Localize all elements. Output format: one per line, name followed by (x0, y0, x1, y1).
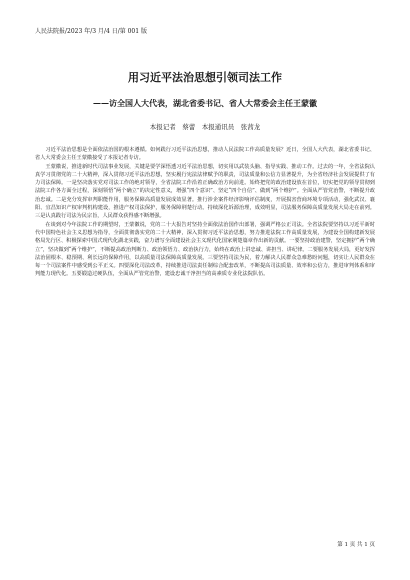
page-number: 第 1 页 共 1 页 (337, 542, 375, 548)
article-body (35, 146, 375, 279)
article-paragraph: 在谈到对今年法院工作的期望时，王蒙徽说，党的二十大报告对坚持全面依法治国作出部署，强调严格公正司法。全省法院要坚持以习近平新时代中国特色社会主义思想为指导，全面贯彻落实党的二十大精神，深入贯彻习近平法治思想，努力推进法院工作高质量发展，为建设全国构建新发展格局先行区、积极探索中国式现代化湖北实践，奋力谱写全面建设社会主义现代化国家荆楚篇章作出新的贡献。一要坚持政治建警，坚定拥护“两个确立”，坚决做到“两个维护”，不断提高政治判断力、政治领悟力、政治执行力，始终在政治上讲忠诚、讲担当、讲纪律。二要服务发展大局，更好发挥法治固根本、稳预期、利长远的保障作用，以高质量司法保障高质量发展。三要坚持司法为民，着力解决人民群众急难愁盼问题，切实让人民群众在每一个司法案件中感受到公平正义。四要深化司法改革，持续推进司法责任制综合配套改革，不断提高司法质量、效率和公信力，推进审判体系和审判能力现代化。五要锻造过硬队伍，全面从严管党治警，建设忠诚干净担当的高素质专业化法院队伍。 (35, 221, 375, 278)
article-paragraph: 王蒙徽说，推进新时代司法事业发展，关键是要学深悟透习近平法治思想，切实用以武装头脑、指导实践、推动工作。过去的一年，全省法院认真学习贯彻党的二十大精神，深入贯彻习近平法治思想，坚实履行宪法法律赋予的职责，司法质量和公信力显著提升，为全省经济社会发展提供了有力司法保障。一是坚决落实党对司法工作的绝对领导，全省法院工作沿着正确政治方向前进。始终把党的政治建设放在首位，切实把党的领导贯彻到法院工作各方面全过程，深刻领悟“两个确立”的决定性意义，增强“四个意识”、坚定“四个自信”、做到“两个维护”。全面从严管党治警，不断提升政治忠诚。二是充分发挥审判职能作用，服务保障高质量发展成效显著。推行涉企案件经济影响评估制度，开展损害营商环境专项活动，强化武汉、襄阳、宜昌知识产权审判机构建设，推进产权司法保护，服务保障荆楚行动。持续深化诉源治理，成效明显，司法服务保障高质量发展大局走在前列。三是认真践行司法为民宗旨，人民群众获得感不断增强。 (35, 163, 375, 220)
article-subtitle: ——访全国人大代表，湖北省委书记、省人大常委会主任王蒙徽 (93, 98, 317, 108)
article-byline: 本报记者 蔡蕾 本报通讯员 张茜龙 (149, 123, 261, 131)
article-paragraph: 习近平法治思想是全面依法治国的根本遵循。如何践行习近平法治思想，推动人民法院工作高质量发展？近日，全国人大代表，湖北省委书记、省人大常委会主任王蒙徽接受了本报记者专访。 (35, 147, 375, 162)
source-header: 人民法院报/2023 年/3 月/4 日/第 001 版 (35, 28, 147, 35)
article-title: 用习近平法治思想引领司法工作 (128, 71, 282, 84)
